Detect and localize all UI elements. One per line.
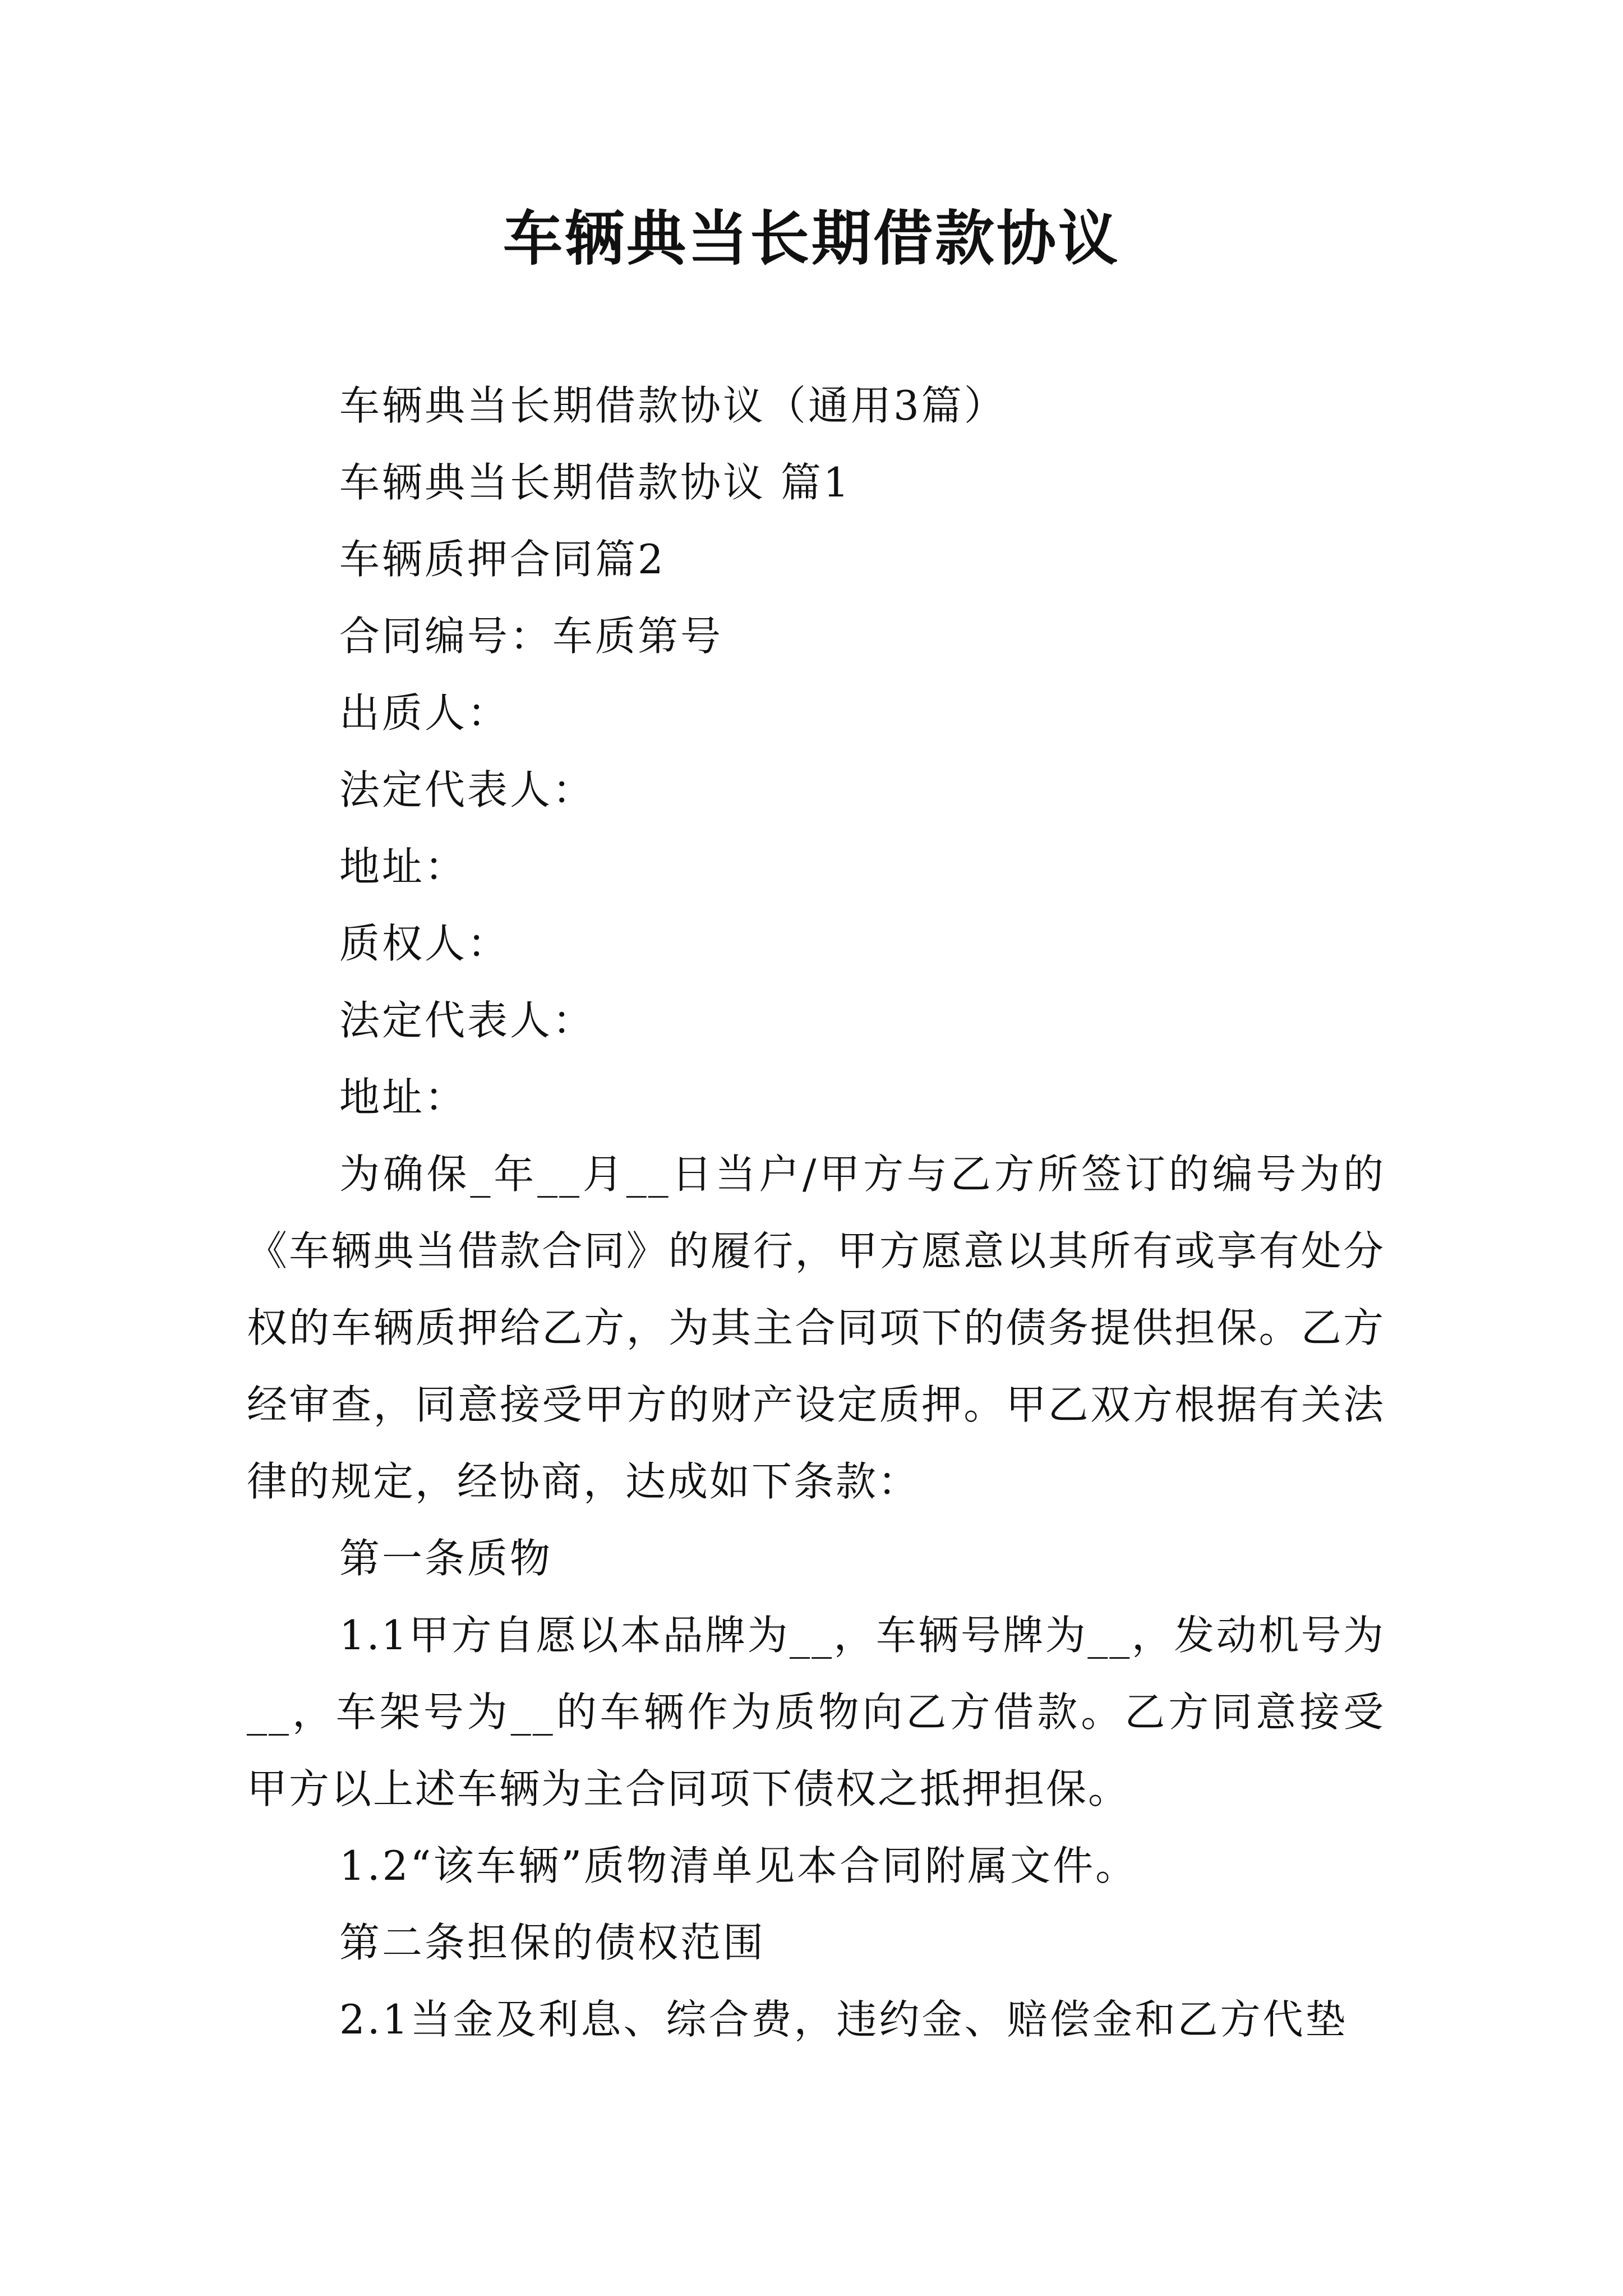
article-2-heading: 第二条担保的债权范围	[339, 1919, 766, 1966]
clause-1-1-paragraph: 1.1甲方自愿以本品牌为__，车辆号牌为__，发动机号为__，车架号为__的车辆作为质物向乙方借款。乙方同意接受甲方以上述车辆为主合同项下债权之抵押担保。	[247, 1612, 1385, 1812]
intro-paragraph: 为确保_年__月__日当户/甲方与乙方所签订的编号为的《车辆典当借款合同》的履行，甲方愿意以其所有或享有处分权的车辆质押给乙方，为其主合同项下的债务提供担保。乙方经审查，同意接受甲方的财产设定质押。甲乙双方根据有关法律的规定，经协商，达成如下条款：	[247, 1151, 1385, 1505]
pledgee-address-line: 地址：	[339, 1074, 468, 1121]
pledgor-line: 出质人：	[339, 689, 510, 737]
pledgor-representative-line: 法定代表人：	[339, 766, 596, 813]
article-1-heading: 第一条质物	[339, 1535, 553, 1582]
section-heading-1: 车辆典当长期借款协议 篇1	[339, 459, 851, 506]
clause-2-1-paragraph: 2.1当金及利息、综合费，违约金、赔偿金和乙方代垫	[339, 1996, 1348, 2043]
pledgor-address-line: 地址：	[339, 843, 468, 890]
subtitle-line: 车辆典当长期借款协议（通用3篇）	[339, 382, 1007, 429]
pledgee-line: 质权人：	[339, 920, 510, 967]
section-heading-2: 车辆质押合同篇2	[339, 536, 666, 583]
contract-number-line: 合同编号：车质第号	[339, 613, 723, 660]
pledgee-representative-line: 法定代表人：	[339, 997, 596, 1044]
clause-1-2-paragraph: 1.2“该车辆”质物清单见本合同附属文件。	[339, 1842, 1138, 1889]
document-title: 车辆典当长期借款协议	[503, 203, 1120, 273]
document-body	[247, 367, 1385, 2058]
